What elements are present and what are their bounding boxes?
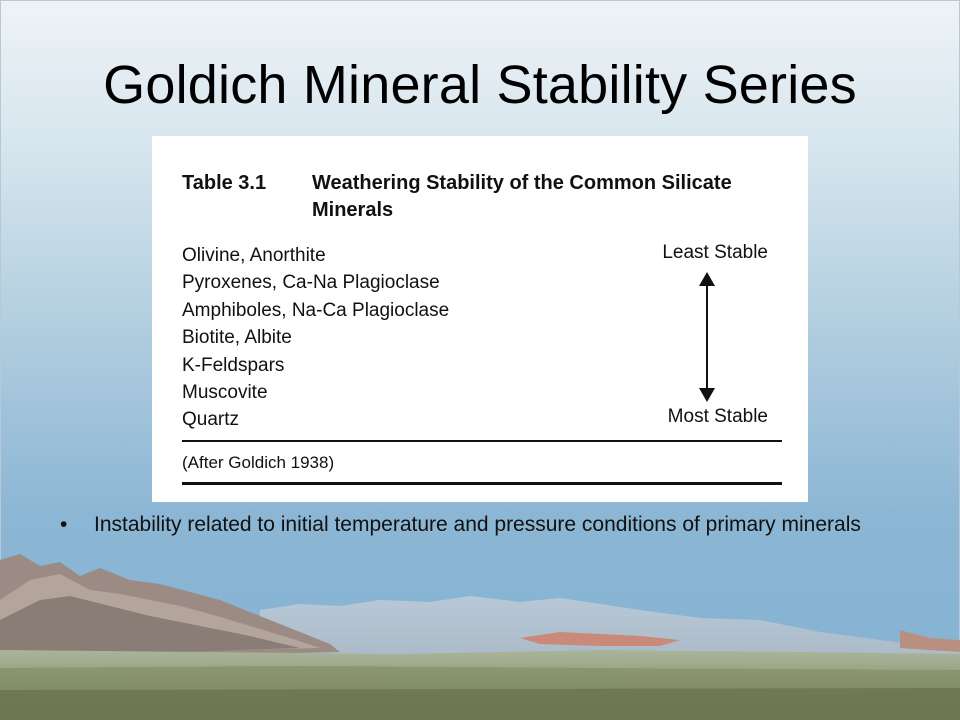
mineral-item: Biotite, Albite (182, 327, 292, 349)
mineral-item: K-Feldspars (182, 354, 285, 376)
least-stable-label: Least Stable (662, 242, 768, 263)
bullet-point (60, 511, 880, 538)
most-stable-label: Most Stable (667, 406, 768, 427)
mineral-item: Amphiboles, Na-Ca Plagioclase (182, 299, 450, 321)
table-divider (182, 440, 782, 442)
table-caption-text: Weathering Stability of the Common Silicate Minerals (312, 172, 732, 221)
mineral-list (182, 242, 449, 434)
bullet-dot: • (60, 513, 68, 536)
mineral-item: Pyroxenes, Ca-Na Plagioclase (182, 272, 440, 294)
table-number: Table 3.1 (182, 172, 267, 194)
table-footnote: (After Goldich 1938) (182, 453, 335, 472)
double-arrow-icon (695, 270, 719, 404)
mineral-item: Olivine, Anorthite (182, 245, 326, 266)
slide-title: Goldich Mineral Stability Series (103, 55, 857, 115)
weathering-table (152, 136, 808, 502)
mineral-item: Muscovite (182, 382, 268, 404)
bullet-text: Instability related to initial temperature and pressure conditions of primary minerals (94, 513, 861, 536)
desert-landscape-image (0, 540, 960, 720)
mineral-item: Quartz (182, 409, 240, 431)
table-bottom-rule (182, 482, 782, 485)
